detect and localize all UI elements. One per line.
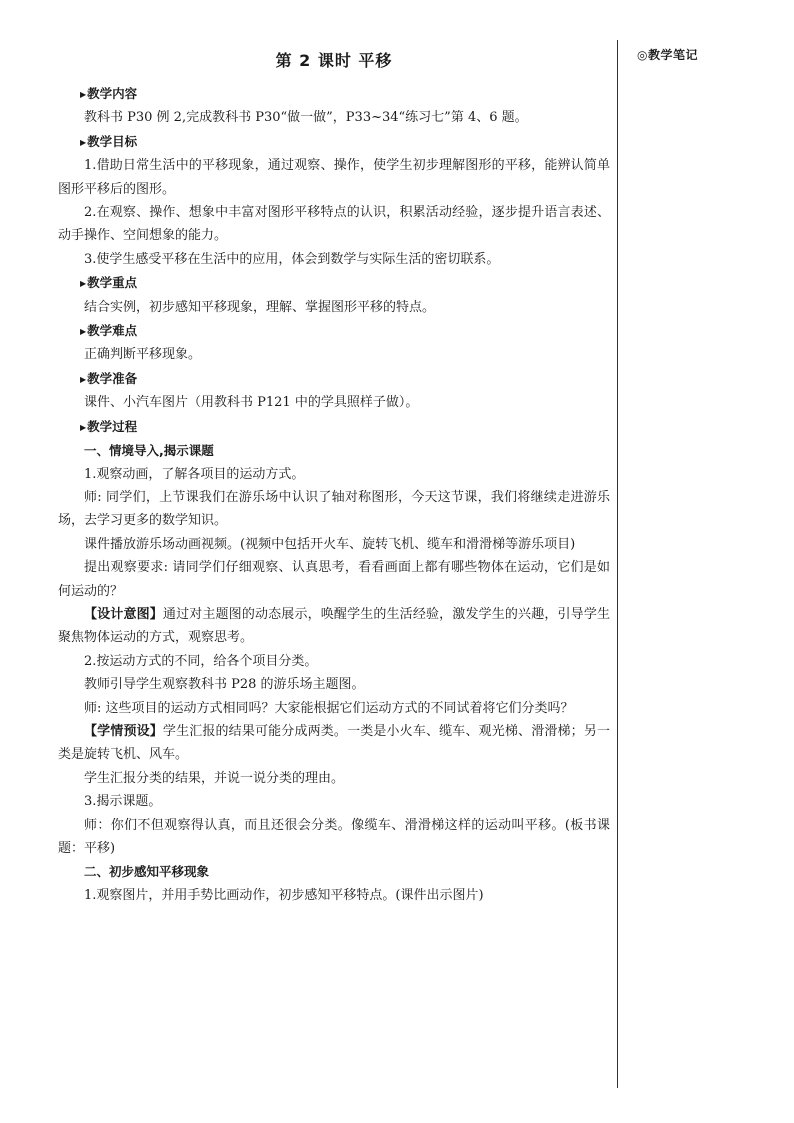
paragraph: 教师引导学生观察教科书 P28 的游乐场主题图。 xyxy=(84,677,365,693)
paragraph: 学生汇报分类的结果，并说一说分类的理由。 xyxy=(84,770,345,786)
paragraph: 课件播放游乐场动画视频。(视频中包括开火车、旋转飞机、缆车和滑滑梯等游乐项目) xyxy=(84,536,576,552)
triangle-bullet-icon: ▶ xyxy=(80,422,87,432)
paragraph: 1.观察图片，并用手势比画动作，初步感知平移特点。(课件出示图片) xyxy=(84,887,484,903)
paragraph: 师：你们不但观察得认真，而且还很会分类。像缆车、滑滑梯这样的运动叫平移。(板书课题：平移) xyxy=(58,817,610,856)
triangle-bullet-icon: ▶ xyxy=(80,374,87,384)
triangle-bullet-icon: ▶ xyxy=(80,90,87,99)
key-points-text: 结合实例，初步感知平移现象，理解、掌握图形平移的特点。 xyxy=(84,299,436,315)
page-title: 第 2 课时 平移 xyxy=(275,51,393,70)
paragraph: 3.揭示课题。 xyxy=(84,794,162,810)
section-process: ▶教学过程 xyxy=(80,418,138,434)
section-key-points: ▶教学重点 xyxy=(80,275,138,291)
notes-divider xyxy=(617,40,618,1088)
paragraph: 1.观察动画，了解各项目的运动方式。 xyxy=(84,466,305,482)
lesson-plan xyxy=(58,48,610,907)
goal-1: 1.借助日常生活中的平移现象，通过观察、操作，使学生初步理解图形的平移，能辨认简单图形平移后的图形。 xyxy=(58,158,610,197)
process-part-2-title: 二、初步感知平移现象 xyxy=(84,864,210,880)
paragraph: 师: 这些项目的运动方式相同吗？大家能根据它们运动方式的不同试着将它们分类吗？ xyxy=(84,700,574,716)
content-text: 教科书 P30 例 2,完成教科书 P30“做一做”，P33~34“练习七”第 4、6 题。 xyxy=(84,110,528,126)
student-preview-label: 【学情预设】 xyxy=(84,723,163,739)
section-difficulties: ▶教学难点 xyxy=(80,323,138,339)
section-content: ▶教学内容 xyxy=(80,86,138,101)
goal-2: 2.在观察、操作、想象中丰富对图形平移特点的认识，积累活动经验，逐步提升语言表述、动手操作、空间想象的能力。 xyxy=(58,205,610,244)
goal-3: 3.使学生感受平移在生活中的应用，体会到数学与实际生活的密切联系。 xyxy=(84,251,500,267)
student-preview-paragraph: 【学情预设】学生汇报的结果可能分成两类。一类是小火车、缆车、观光梯、滑滑梯；另一类是旋转飞机、风车。 xyxy=(58,723,610,763)
preparation-text: 课件、小汽车图片（用教科书 P121 中的学具照样子做）。 xyxy=(84,395,419,411)
design-intent-label: 【设计意图】 xyxy=(84,606,163,622)
teaching-notes-label: ◎教学笔记 xyxy=(637,48,698,62)
triangle-bullet-icon: ▶ xyxy=(80,137,87,147)
paragraph: 师: 同学们，上节课我们在游乐场中认识了轴对称图形，今天这节课，我们将继续走进游乐场，去学习更多的数学知识。 xyxy=(58,489,610,529)
design-intent-paragraph: 【设计意图】通过对主题图的动态展示，唤醒学生的生活经验，激发学生的兴趣，引导学生聚焦物体运动的方式，观察思考。 xyxy=(58,606,610,646)
section-preparation: ▶教学准备 xyxy=(80,370,138,386)
paragraph: 2.按运动方式的不同，给各个项目分类。 xyxy=(84,653,318,669)
section-goals: ▶教学目标 xyxy=(80,133,138,149)
paragraph: 提出观察要求: 请同学们仔细观察、认真思考，看看画面上都有哪些物体在运动，它们是如何运动的？ xyxy=(58,560,610,599)
process-part-1-title: 一、情境导入,揭示课题 xyxy=(84,443,214,459)
triangle-bullet-icon: ▶ xyxy=(80,327,87,337)
difficulties-text: 正确判断平移现象。 xyxy=(84,347,202,363)
triangle-bullet-icon: ▶ xyxy=(80,279,87,289)
